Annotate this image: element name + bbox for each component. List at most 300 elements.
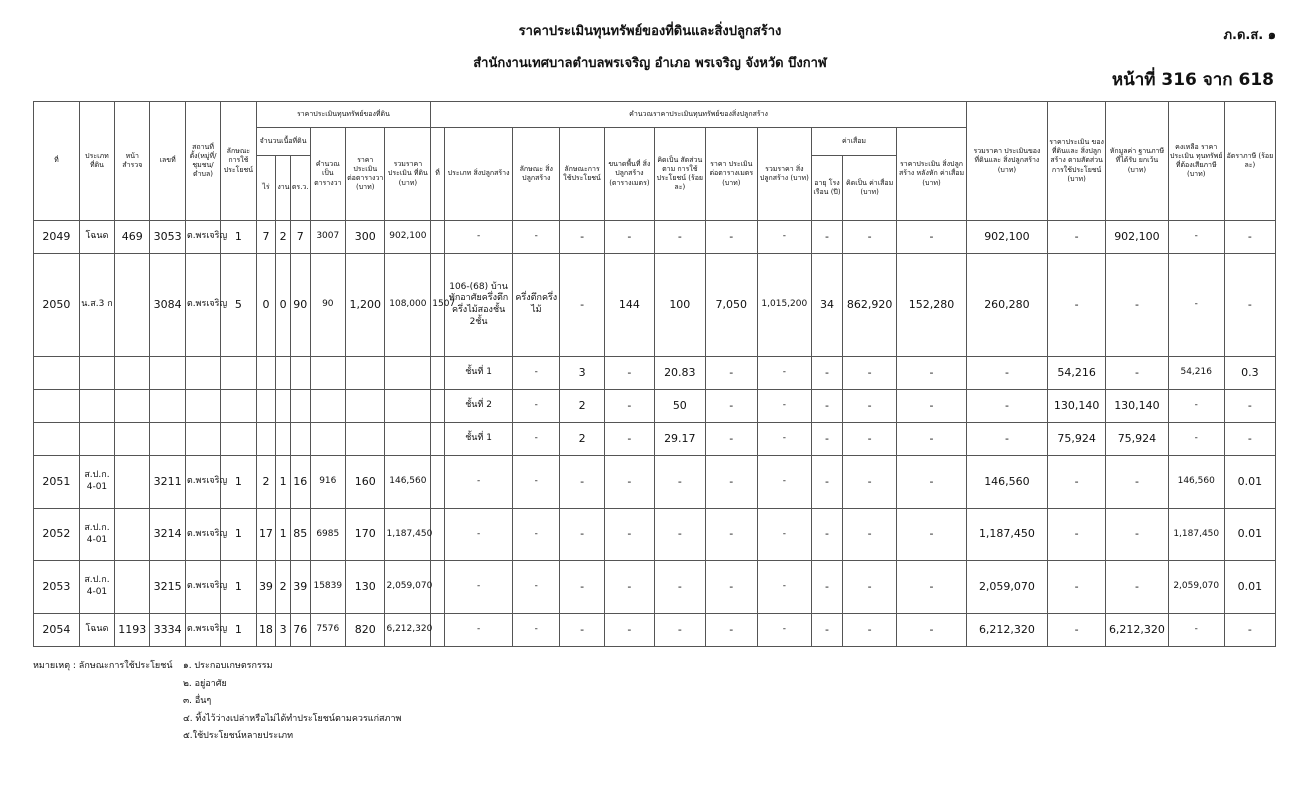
- cell-survey-page: [115, 357, 150, 390]
- col-group-area: จำนวนเนื้อที่ดิน: [256, 128, 310, 156]
- cell-bld-total: 1,015,200: [757, 254, 811, 357]
- cell-bld-type: ชั้นที่ 1: [444, 357, 513, 390]
- cell-tax-rate: -: [1224, 423, 1275, 456]
- col-price-per-sqm: ราคา ประเมิน ต่อตารางเมตร (บาท): [705, 128, 757, 221]
- cell-use-pct: 50: [654, 390, 705, 423]
- cell-land-total: 6,212,320: [385, 613, 431, 646]
- cell-bld-area: -: [604, 221, 654, 254]
- cell-price-per-wa: 300: [345, 221, 385, 254]
- cell-grand-total: -: [966, 390, 1047, 423]
- col-bld-area: ขนาดพื้นที่ สิ่งปลูกสร้าง (ตารางเมตร): [604, 128, 654, 221]
- document-title: ราคาประเมินทุนทรัพย์ของที่ดินและสิ่งปลูกสร้าง: [518, 24, 782, 39]
- cell-price-per-sqm: -: [705, 613, 757, 646]
- cell-bld-type: -: [444, 561, 513, 614]
- cell-bld-no: [431, 357, 445, 390]
- cell-bld-area: -: [604, 423, 654, 456]
- cell-price-per-wa: 170: [345, 508, 385, 561]
- cell-prop-value: -: [1048, 508, 1106, 561]
- assessment-table: [33, 101, 1276, 647]
- cell-bld-kind: -: [513, 423, 560, 456]
- cell-bld-total: -: [757, 508, 811, 561]
- col-group-building: คำนวณราคาประเมินทุนทรัพย์ของสิ่งปลูกสร้าง: [431, 102, 967, 128]
- cell-taxable: 54,216: [1168, 357, 1224, 390]
- cell-doc-type: ส.ป.ก. 4-01: [79, 456, 114, 509]
- table-header: [34, 102, 1276, 221]
- cell-usage: 1: [221, 456, 256, 509]
- cell-rai: 17: [256, 508, 276, 561]
- cell-land-total: 2,059,070: [385, 561, 431, 614]
- cell-ngan: [276, 423, 291, 456]
- cell-location: ต.พรเจริญ: [185, 254, 220, 357]
- cell-doc-no: [150, 390, 185, 423]
- cell-doc-type: น.ส.3 ก: [79, 254, 114, 357]
- cell-doc-no: 3084: [150, 254, 185, 357]
- col-land-total: รวมราคา ประเมิน ที่ดิน (บาท): [385, 128, 431, 221]
- cell-wa: 90: [290, 254, 310, 357]
- col-prop-value: ราคาประเมิน ของที่ดินและ สิ่งปลูกสร้าง ตามสัดส่วน การใช้ประโยชน์ (บาท): [1048, 102, 1106, 221]
- cell-land-total: [385, 357, 431, 390]
- cell-age: -: [811, 561, 842, 614]
- col-bld-no: ที่: [431, 128, 445, 221]
- note-item: ๒. อยู่อาศัย: [183, 678, 227, 689]
- cell-doc-type: [79, 357, 114, 390]
- table-row: [34, 254, 1276, 357]
- cell-bld-kind: -: [513, 357, 560, 390]
- cell-grand-total: -: [966, 423, 1047, 456]
- cell-use-pct: -: [654, 508, 705, 561]
- cell-sqwa: [310, 390, 345, 423]
- cell-bld-area: -: [604, 390, 654, 423]
- cell-land-total: 902,100: [385, 221, 431, 254]
- cell-survey-page: [115, 508, 150, 561]
- cell-price-per-sqm: -: [705, 456, 757, 509]
- cell-usage: 1: [221, 613, 256, 646]
- cell-bld-area: 144: [604, 254, 654, 357]
- cell-price-per-sqm: -: [705, 221, 757, 254]
- cell-bld-type: -: [444, 508, 513, 561]
- cell-no: 2052: [34, 508, 80, 561]
- table-row: [34, 561, 1276, 614]
- cell-sqwa: 6985: [310, 508, 345, 561]
- cell-dep-amount: 862,920: [843, 254, 897, 357]
- cell-land-total: 146,560: [385, 456, 431, 509]
- cell-ngan: 0: [276, 254, 291, 357]
- cell-bld-kind: -: [513, 456, 560, 509]
- cell-bld-usage: 2: [560, 390, 605, 423]
- col-age: อายุ โรงเรือน (ปี): [811, 156, 842, 221]
- cell-prop-value: -: [1048, 613, 1106, 646]
- table-row: [34, 613, 1276, 646]
- cell-ngan: 2: [276, 561, 291, 614]
- cell-wa: [290, 357, 310, 390]
- cell-bld-area: -: [604, 613, 654, 646]
- cell-location: ต.พรเจริญ: [185, 221, 220, 254]
- cell-no: [34, 390, 80, 423]
- cell-tax-rate: -: [1224, 390, 1275, 423]
- cell-land-total: 108,000: [385, 254, 431, 357]
- cell-rai: 2: [256, 456, 276, 509]
- cell-bld-no: [431, 423, 445, 456]
- col-bld-type: ประเภท สิ่งปลูกสร้าง: [444, 128, 513, 221]
- col-rai: ไร่: [256, 156, 276, 221]
- cell-bld-kind: -: [513, 221, 560, 254]
- cell-price-per-sqm: 7,050: [705, 254, 757, 357]
- cell-wa: [290, 390, 310, 423]
- cell-dep-amount: -: [843, 390, 897, 423]
- cell-exempt: 75,924: [1106, 423, 1168, 456]
- cell-doc-type: [79, 390, 114, 423]
- cell-usage: [221, 390, 256, 423]
- cell-bld-kind: -: [513, 390, 560, 423]
- cell-bld-type: -: [444, 456, 513, 509]
- cell-bld-total: -: [757, 423, 811, 456]
- cell-dep-amount: -: [843, 561, 897, 614]
- col-doc-no: เลขที่: [150, 102, 185, 221]
- col-no: ที่: [34, 102, 80, 221]
- cell-age: -: [811, 357, 842, 390]
- cell-taxable: 146,560: [1168, 456, 1224, 509]
- cell-dep-amount: -: [843, 613, 897, 646]
- cell-bld-total: -: [757, 390, 811, 423]
- cell-doc-type: [79, 423, 114, 456]
- cell-bld-after-dep: -: [897, 423, 967, 456]
- cell-bld-no: [431, 613, 445, 646]
- cell-survey-page: 1193: [115, 613, 150, 646]
- col-survey-page: หน้า สำรวจ: [115, 102, 150, 221]
- cell-bld-type: -: [444, 221, 513, 254]
- cell-bld-type: ชั้นที่ 1: [444, 423, 513, 456]
- cell-ngan: [276, 357, 291, 390]
- cell-survey-page: [115, 423, 150, 456]
- cell-price-per-wa: 130: [345, 561, 385, 614]
- cell-use-pct: -: [654, 613, 705, 646]
- cell-location: ต.พรเจริญ: [185, 613, 220, 646]
- table-row: [34, 423, 1276, 456]
- cell-age: -: [811, 390, 842, 423]
- cell-rai: 0: [256, 254, 276, 357]
- col-tax-rate: อัตราภาษี (ร้อยละ): [1224, 102, 1275, 221]
- cell-bld-type: 106-(68) บ้านพักอาศัยครึ่งตึกครึ่งไม้สองชั้น 2ชั้น: [444, 254, 513, 357]
- cell-doc-no: [150, 423, 185, 456]
- note-item: ๕.ใช้ประโยชน์หลายประเภท: [183, 731, 294, 742]
- cell-bld-total: -: [757, 456, 811, 509]
- cell-doc-type: โฉนด: [79, 221, 114, 254]
- cell-usage: 1: [221, 508, 256, 561]
- cell-dep-amount: -: [843, 508, 897, 561]
- cell-rai: [256, 390, 276, 423]
- table-row: [34, 357, 1276, 390]
- cell-price-per-sqm: -: [705, 508, 757, 561]
- cell-exempt: -: [1106, 254, 1168, 357]
- cell-bld-kind: ครึ่งตึกครึ่งไม้: [513, 254, 560, 357]
- cell-bld-total: -: [757, 561, 811, 614]
- cell-doc-type: ส.ป.ก. 4-01: [79, 508, 114, 561]
- cell-exempt: 902,100: [1106, 221, 1168, 254]
- cell-bld-no: [431, 508, 445, 561]
- cell-tax-rate: 0.01: [1224, 508, 1275, 561]
- cell-tax-rate: -: [1224, 221, 1275, 254]
- cell-price-per-wa: 820: [345, 613, 385, 646]
- cell-land-total: [385, 423, 431, 456]
- cell-grand-total: 1,187,450: [966, 508, 1047, 561]
- cell-price-per-wa: [345, 390, 385, 423]
- cell-bld-usage: -: [560, 221, 605, 254]
- cell-price-per-sqm: -: [705, 357, 757, 390]
- cell-price-per-sqm: -: [705, 561, 757, 614]
- cell-age: -: [811, 508, 842, 561]
- cell-dep-amount: -: [843, 423, 897, 456]
- col-ngan: งาน: [276, 156, 291, 221]
- cell-wa: 7: [290, 221, 310, 254]
- cell-wa: 16: [290, 456, 310, 509]
- cell-grand-total: 146,560: [966, 456, 1047, 509]
- table-row: [34, 456, 1276, 509]
- cell-tax-rate: 0.3: [1224, 357, 1275, 390]
- cell-bld-no: 1507: [431, 254, 445, 357]
- cell-doc-no: 3211: [150, 456, 185, 509]
- cell-sqwa: 90: [310, 254, 345, 357]
- cell-exempt: 6,212,320: [1106, 613, 1168, 646]
- cell-grand-total: -: [966, 357, 1047, 390]
- note-item: ๑. ประกอบเกษตรกรรม: [183, 661, 273, 671]
- cell-doc-no: 3214: [150, 508, 185, 561]
- cell-bld-area: -: [604, 456, 654, 509]
- cell-wa: 85: [290, 508, 310, 561]
- cell-usage: 1: [221, 561, 256, 614]
- col-location: สถานที่ตั้ง(หมู่ที่/ชุมชน/ตำบล): [185, 102, 220, 221]
- cell-survey-page: [115, 254, 150, 357]
- cell-prop-value: 54,216: [1048, 357, 1106, 390]
- cell-ngan: 2: [276, 221, 291, 254]
- cell-usage: 1: [221, 221, 256, 254]
- cell-price-per-sqm: -: [705, 423, 757, 456]
- cell-taxable: -: [1168, 390, 1224, 423]
- cell-no: 2051: [34, 456, 80, 509]
- cell-sqwa: 3007: [310, 221, 345, 254]
- cell-bld-no: [431, 456, 445, 509]
- cell-no: 2053: [34, 561, 80, 614]
- cell-ngan: 3: [276, 613, 291, 646]
- cell-wa: [290, 423, 310, 456]
- cell-land-total: 1,187,450: [385, 508, 431, 561]
- cell-wa: 76: [290, 613, 310, 646]
- cell-bld-usage: 2: [560, 423, 605, 456]
- cell-sqwa: [310, 423, 345, 456]
- cell-bld-kind: -: [513, 613, 560, 646]
- cell-bld-usage: -: [560, 613, 605, 646]
- col-wa: ตร.ว.: [290, 156, 310, 221]
- cell-sqwa: 916: [310, 456, 345, 509]
- cell-price-per-wa: 160: [345, 456, 385, 509]
- cell-taxable: 1,187,450: [1168, 508, 1224, 561]
- cell-sqwa: 7576: [310, 613, 345, 646]
- cell-bld-after-dep: -: [897, 221, 967, 254]
- cell-doc-type: โฉนด: [79, 613, 114, 646]
- cell-grand-total: 260,280: [966, 254, 1047, 357]
- cell-tax-rate: 0.01: [1224, 456, 1275, 509]
- cell-exempt: -: [1106, 456, 1168, 509]
- cell-dep-amount: -: [843, 456, 897, 509]
- col-bld-usage: ลักษณะการ ใช้ประโยชน์: [560, 128, 605, 221]
- cell-use-pct: 100: [654, 254, 705, 357]
- cell-price-per-wa: 1,200: [345, 254, 385, 357]
- cell-age: -: [811, 613, 842, 646]
- cell-bld-usage: -: [560, 561, 605, 614]
- cell-bld-area: -: [604, 561, 654, 614]
- cell-bld-after-dep: -: [897, 508, 967, 561]
- cell-bld-area: -: [604, 357, 654, 390]
- cell-grand-total: 6,212,320: [966, 613, 1047, 646]
- cell-ngan: 1: [276, 508, 291, 561]
- col-dep-amount: คิดเป็น ค่าเสื่อม (บาท): [843, 156, 897, 221]
- cell-tax-rate: -: [1224, 613, 1275, 646]
- cell-survey-page: 469: [115, 221, 150, 254]
- cell-no: 2054: [34, 613, 80, 646]
- cell-exempt: 130,140: [1106, 390, 1168, 423]
- cell-use-pct: -: [654, 221, 705, 254]
- cell-use-pct: -: [654, 456, 705, 509]
- cell-bld-after-dep: -: [897, 390, 967, 423]
- cell-bld-usage: -: [560, 456, 605, 509]
- cell-no: [34, 423, 80, 456]
- cell-rai: [256, 423, 276, 456]
- cell-use-pct: 29.17: [654, 423, 705, 456]
- table-row: [34, 390, 1276, 423]
- cell-location: ต.พรเจริญ: [185, 561, 220, 614]
- cell-land-total: [385, 390, 431, 423]
- col-exempt: หักมูลค่า ฐานภาษี ที่ได้รับ ยกเว้น (บาท): [1106, 102, 1168, 221]
- cell-bld-type: ชั้นที่ 2: [444, 390, 513, 423]
- cell-prop-value: 130,140: [1048, 390, 1106, 423]
- cell-survey-page: [115, 456, 150, 509]
- cell-bld-usage: -: [560, 508, 605, 561]
- notes-label: หมายเหตุ : ลักษณะการใช้ประโยชน์: [33, 661, 173, 671]
- cell-bld-after-dep: -: [897, 456, 967, 509]
- cell-bld-after-dep: -: [897, 561, 967, 614]
- page-number: หน้าที่ 316 จาก 618: [1111, 70, 1274, 90]
- table-body: [34, 221, 1276, 647]
- col-bld-kind: ลักษณะ สิ่งปลูกสร้าง: [513, 128, 560, 221]
- cell-exempt: -: [1106, 561, 1168, 614]
- cell-age: -: [811, 423, 842, 456]
- cell-doc-no: 3053: [150, 221, 185, 254]
- col-price-per-wa: ราคา ประเมิน ต่อตารางวา (บาท): [345, 128, 385, 221]
- col-sqwa: คำนวณ เป็น ตารางวา: [310, 128, 345, 221]
- cell-age: 34: [811, 254, 842, 357]
- cell-use-pct: 20.83: [654, 357, 705, 390]
- cell-bld-no: [431, 390, 445, 423]
- cell-bld-area: -: [604, 508, 654, 561]
- cell-price-per-sqm: -: [705, 390, 757, 423]
- cell-bld-total: -: [757, 613, 811, 646]
- cell-taxable: -: [1168, 423, 1224, 456]
- cell-rai: 18: [256, 613, 276, 646]
- cell-bld-total: -: [757, 221, 811, 254]
- cell-bld-no: [431, 221, 445, 254]
- cell-usage: 5: [221, 254, 256, 357]
- cell-bld-total: -: [757, 357, 811, 390]
- col-doc-type: ประเภท ที่ดิน: [79, 102, 114, 221]
- cell-taxable: -: [1168, 613, 1224, 646]
- notes-items: [183, 658, 401, 746]
- cell-tax-rate: 0.01: [1224, 561, 1275, 614]
- col-usage: ลักษณะ การใช้ ประโยชน์: [221, 102, 256, 221]
- cell-age: -: [811, 456, 842, 509]
- cell-location: [185, 390, 220, 423]
- cell-prop-value: -: [1048, 221, 1106, 254]
- col-bld-total: รวมราคา สิ่งปลูกสร้าง (บาท): [757, 128, 811, 221]
- cell-location: [185, 423, 220, 456]
- col-group-depreciation: ค่าเสื่อม: [811, 128, 896, 156]
- cell-location: ต.พรเจริญ: [185, 508, 220, 561]
- cell-doc-no: 3215: [150, 561, 185, 614]
- table-row: [34, 508, 1276, 561]
- cell-prop-value: -: [1048, 254, 1106, 357]
- col-taxable: คงเหลือ ราคาประเมิน ทุนทรัพย์ ที่ต้องเสียภาษี (บาท): [1168, 102, 1224, 221]
- cell-taxable: 2,059,070: [1168, 561, 1224, 614]
- table-row: [34, 221, 1276, 254]
- cell-ngan: [276, 390, 291, 423]
- col-bld-after-dep: ราคาประเมิน สิ่งปลูกสร้าง หลังหัก ค่าเสื่อม (บาท): [897, 128, 967, 221]
- cell-doc-type: ส.ป.ก. 4-01: [79, 561, 114, 614]
- cell-age: -: [811, 221, 842, 254]
- cell-dep-amount: -: [843, 221, 897, 254]
- cell-usage: [221, 357, 256, 390]
- cell-wa: 39: [290, 561, 310, 614]
- cell-bld-after-dep: -: [897, 613, 967, 646]
- cell-prop-value: -: [1048, 456, 1106, 509]
- cell-dep-amount: -: [843, 357, 897, 390]
- cell-no: 2049: [34, 221, 80, 254]
- cell-bld-usage: 3: [560, 357, 605, 390]
- cell-rai: 39: [256, 561, 276, 614]
- cell-no: [34, 357, 80, 390]
- cell-location: ต.พรเจริญ: [185, 456, 220, 509]
- cell-rai: [256, 357, 276, 390]
- cell-price-per-wa: [345, 357, 385, 390]
- document-subtitle: สำนักงานเทศบาลตำบลพรเจริญ อำเภอ พรเจริญ จังหวัด บึงกาฬ: [473, 56, 827, 71]
- cell-price-per-wa: [345, 423, 385, 456]
- cell-doc-no: [150, 357, 185, 390]
- cell-bld-type: -: [444, 613, 513, 646]
- cell-taxable: -: [1168, 254, 1224, 357]
- cell-exempt: -: [1106, 357, 1168, 390]
- cell-survey-page: [115, 390, 150, 423]
- note-item: ๓. อื่นๆ: [183, 696, 212, 707]
- cell-bld-kind: -: [513, 508, 560, 561]
- cell-no: 2050: [34, 254, 80, 357]
- cell-prop-value: -: [1048, 561, 1106, 614]
- cell-tax-rate: -: [1224, 254, 1275, 357]
- cell-grand-total: 2,059,070: [966, 561, 1047, 614]
- cell-doc-no: 3334: [150, 613, 185, 646]
- cell-bld-usage: -: [560, 254, 605, 357]
- cell-sqwa: 15839: [310, 561, 345, 614]
- cell-bld-kind: -: [513, 561, 560, 614]
- cell-prop-value: 75,924: [1048, 423, 1106, 456]
- cell-bld-after-dep: 152,280: [897, 254, 967, 357]
- cell-ngan: 1: [276, 456, 291, 509]
- form-code: ภ.ด.ส. ๑: [1223, 28, 1276, 43]
- cell-survey-page: [115, 561, 150, 614]
- cell-use-pct: -: [654, 561, 705, 614]
- note-item: ๔. ทิ้งไว้ว่างเปล่าหรือไม่ได้ทำประโยชน์ตามควรแก่สภาพ: [183, 713, 402, 724]
- cell-exempt: -: [1106, 508, 1168, 561]
- col-use-pct: คิดเป็น สัดส่วนตาม การใช้ ประโยชน์ (ร้อยละ): [654, 128, 705, 221]
- cell-sqwa: [310, 357, 345, 390]
- col-grand-total: รวมราคา ประเมินของ ที่ดินและ สิ่งปลูกสร้าง (บาท): [966, 102, 1047, 221]
- cell-bld-no: [431, 561, 445, 614]
